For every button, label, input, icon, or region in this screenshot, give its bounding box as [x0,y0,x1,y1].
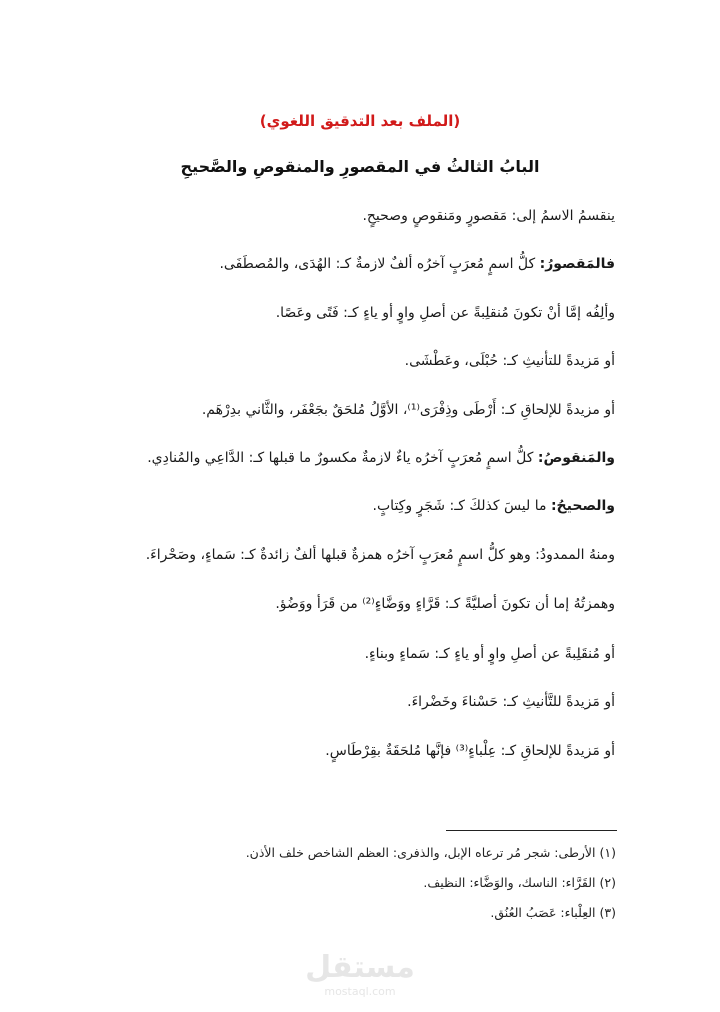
mostaql-url: mostaql.com [324,985,396,998]
manqus-definition-text: كلُّ اسمٍ مُعرَبٍ آخرُه ياءٌ لازمةٌ مكسورٌ ما قبلها كـ: الدَّاعِي والمُنادِي. [147,450,538,466]
paragraph-alif-ilhaq: أو مزيدةً للإلحاقِ كـ: أَرْطَى وذِفْرَى⁽¹⁾، الأوَّلُ مُلحَقٌ بجَعْفَر، والثَّاني بدِرْهَم. [201,402,615,418]
paragraph-intro: ينقسمُ الاسمُ إلى: مَقصورٍ ومَنقوصٍ وصحيحٍ. [362,208,615,224]
paragraph-hamza-original: وهمزتُهُ إما أن تكونَ أصليَّةً كـ: قَرَّاءٍ ووَضَّاءٍ⁽²⁾ من قَرَأ ووَضُؤ. [275,596,615,612]
term-manqus: والمَنقوصُ: [537,450,615,466]
review-banner: (الملف بعد التدقيق اللغوي) [259,112,461,130]
sahih-definition-text: ما ليسَ كذلكَ كـ: شَجَرٍ وكِتابٍ. [372,498,551,514]
paragraph-hamza-feminine: أو مَزيدةً للتَّأنيثِ كـ: حَسْناءَ وخَضْراءَ. [407,694,615,710]
chapter-title: البابُ الثالثُ في المقصورِ والمنقوصِ والصَّحيحِ [180,157,540,176]
mostaql-logo: مستقل [305,950,415,985]
footnote-2: (٢) القَرَّاء: الناسك، والوَضَّاء: النظيف. [423,875,616,890]
term-sahih: والصحيحُ: [550,498,615,514]
paragraph-alif-origin: وألِفُه إمَّا أنْ تكونَ مُنقلِبةً عن أصلِ واوٍ أو ياءٍ كـ: فَتًى وعَصًا. [275,305,615,321]
paragraph-hamza-ilhaq: أو مَزيدةً للإلحاقِ كـ: عِلْباءٍ⁽³⁾ فإنَّها مُلحَقَةٌ بقِرْطَاسٍ. [325,743,615,759]
footnote-1: (١) الأرطى: شجر مُر ترعاه الإبل، والذفرى: العظم الشاخص خلف الأذن. [245,845,616,860]
paragraph-mamdud-definition: ومنهُ الممدودُ: وهو كلُّ اسمٍ مُعرَبٍ آخرُه همزةٌ قبلها ألفٌ زائدةٌ كـ: سَماءٍ، وصَحْراءَ. [145,547,615,563]
maqsur-definition-text: كلُّ اسمٍ مُعرَبٍ آخرُه ألفٌ لازمةٌ كـ: الهُدَى، والمُصطَفَى. [219,256,540,272]
paragraph-hamza-converted: أو مُنقَلِبةً عن أصلِ واوٍ أو ياءٍ كـ: سَماءٍ وبناءٍ. [364,646,615,662]
footnote-divider [446,830,617,831]
paragraph-manqus-definition [95,450,615,466]
paragraph-sahih-definition [95,498,615,514]
paragraph-alif-feminine: أو مَزيدةً للتأنيثِ كـ: حُبْلَى، وعَطْشَى. [404,353,615,369]
paragraph-maqsur-definition [95,256,615,272]
term-maqsur: فالمَقصورُ: [539,256,615,272]
footnote-3: (٣) العِلْباء: عَصَبُ العُنُق. [490,905,616,920]
